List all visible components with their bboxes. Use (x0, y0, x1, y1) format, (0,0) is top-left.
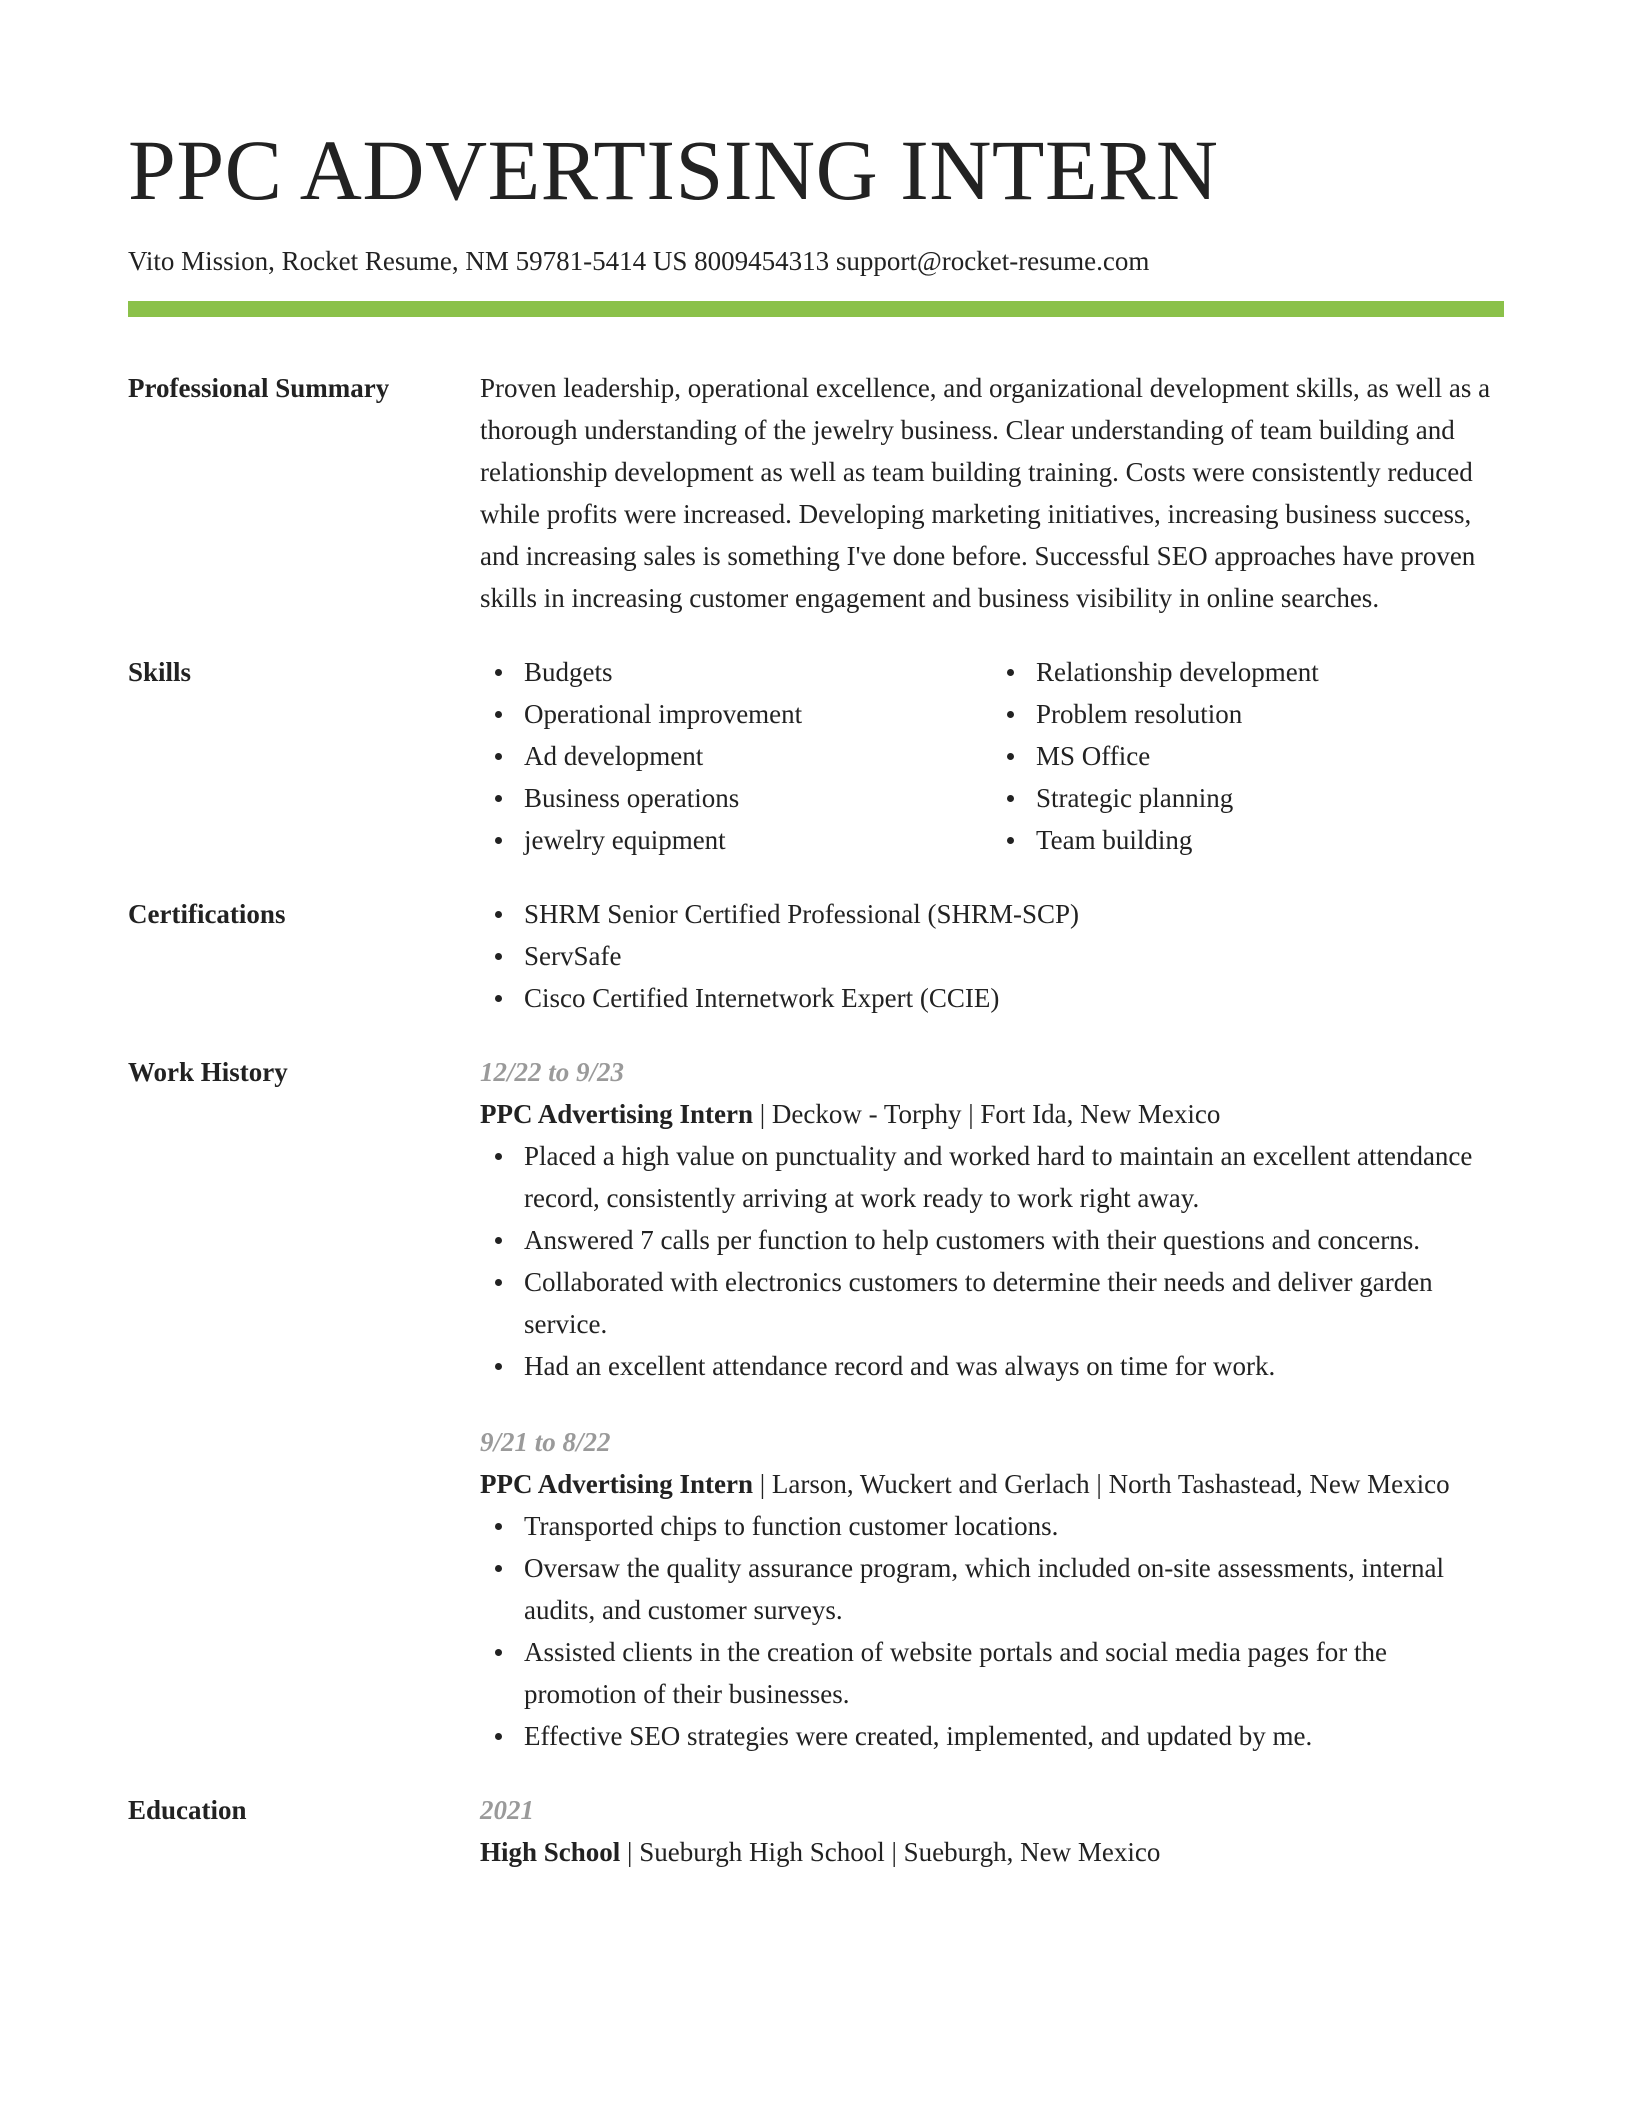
skill-item: Relationship development (1036, 651, 1504, 693)
job-title-line (480, 1093, 1504, 1135)
skills-section (128, 651, 1504, 861)
contact-line: Vito Mission, Rocket Resume, NM 59781-5414 US 8009454313 support@rocket-resume.com (128, 246, 1150, 276)
section-label-work-history: Work History (128, 1057, 288, 1087)
job-title: PPC Advertising Intern (480, 1099, 753, 1129)
job-bullet: Transported chips to function customer locations. (524, 1505, 1504, 1547)
education-year: 2021 (480, 1795, 534, 1825)
education-section (128, 1789, 1504, 1873)
summary-body (480, 367, 1504, 619)
skills-list-right (992, 651, 1504, 861)
job-details: | Larson, Wuckert and Gerlach | North Tashastead, New Mexico (753, 1469, 1450, 1499)
certification-item: Cisco Certified Internetwork Expert (CCIE) (524, 977, 1504, 1019)
skill-item: Business operations (524, 777, 992, 819)
section-label-summary: Professional Summary (128, 373, 390, 403)
work-history-body (480, 1051, 1504, 1757)
skills-list-left (480, 651, 992, 861)
section-label-skills: Skills (128, 657, 192, 687)
job-bullet: Assisted clients in the creation of website portals and social media pages for the promotion of their businesses. (524, 1631, 1504, 1715)
accent-divider (128, 301, 1504, 317)
job-bullets (480, 1135, 1504, 1387)
job-bullet: Had an excellent attendance record and was always on time for work. (524, 1345, 1504, 1387)
skills-body (480, 651, 1504, 861)
job-entry (480, 1421, 1504, 1757)
skills-grid (480, 651, 1504, 861)
job-entry (480, 1051, 1504, 1387)
skill-item: MS Office (1036, 735, 1504, 777)
summary-text: Proven leadership, operational excellence, and organizational development skills, as well as a thorough understanding of the jewelry business. Clear understanding of team building and relationship development as well as team building training. Costs were consistently reduced while profits were increased. Developing marketing initiatives, increasing business success, and increasing sales is something I've done before. Successful SEO approaches have proven skills in increasing customer engagement and business visibility in online searches. (480, 373, 1491, 613)
certifications-body (480, 893, 1504, 1019)
section-label-education: Education (128, 1795, 247, 1825)
certifications-section (128, 893, 1504, 1019)
job-bullet: Effective SEO strategies were created, implemented, and updated by me. (524, 1715, 1504, 1757)
job-title: PPC Advertising Intern (480, 1469, 753, 1499)
resume-name-title: PPC ADVERTISING INTERN (128, 122, 1219, 218)
skill-item: Problem resolution (1036, 693, 1504, 735)
resume-page (128, 0, 1504, 1873)
summary-section (128, 367, 1504, 619)
education-line (480, 1831, 1504, 1873)
work-history-section (128, 1051, 1504, 1757)
job-title-line (480, 1463, 1504, 1505)
section-label-certifications: Certifications (128, 899, 286, 929)
skill-item: Budgets (524, 651, 992, 693)
job-bullet: Oversaw the quality assurance program, which included on-site assessments, internal audits, and customer surveys. (524, 1547, 1504, 1631)
certifications-list (480, 893, 1504, 1019)
certification-item: ServSafe (524, 935, 1504, 977)
education-degree: High School (480, 1837, 621, 1867)
job-bullet: Placed a high value on punctuality and worked hard to maintain an excellent attendance record, consistently arriving at work ready to work right away. (524, 1135, 1504, 1219)
job-dates: 12/22 to 9/23 (480, 1057, 625, 1087)
education-body (480, 1789, 1504, 1873)
job-bullet: Answered 7 calls per function to help customers with their questions and concerns. (524, 1219, 1504, 1261)
job-dates: 9/21 to 8/22 (480, 1427, 611, 1457)
skill-item: Team building (1036, 819, 1504, 861)
job-bullet: Collaborated with electronics customers to determine their needs and deliver garden service. (524, 1261, 1504, 1345)
skill-item: Operational improvement (524, 693, 992, 735)
education-details: | Sueburgh High School | Sueburgh, New Mexico (620, 1837, 1161, 1867)
certification-item: SHRM Senior Certified Professional (SHRM-SCP) (524, 893, 1504, 935)
job-bullets (480, 1505, 1504, 1757)
skill-item: jewelry equipment (524, 819, 992, 861)
skill-item: Strategic planning (1036, 777, 1504, 819)
skill-item: Ad development (524, 735, 992, 777)
job-details: | Deckow - Torphy | Fort Ida, New Mexico (753, 1099, 1221, 1129)
